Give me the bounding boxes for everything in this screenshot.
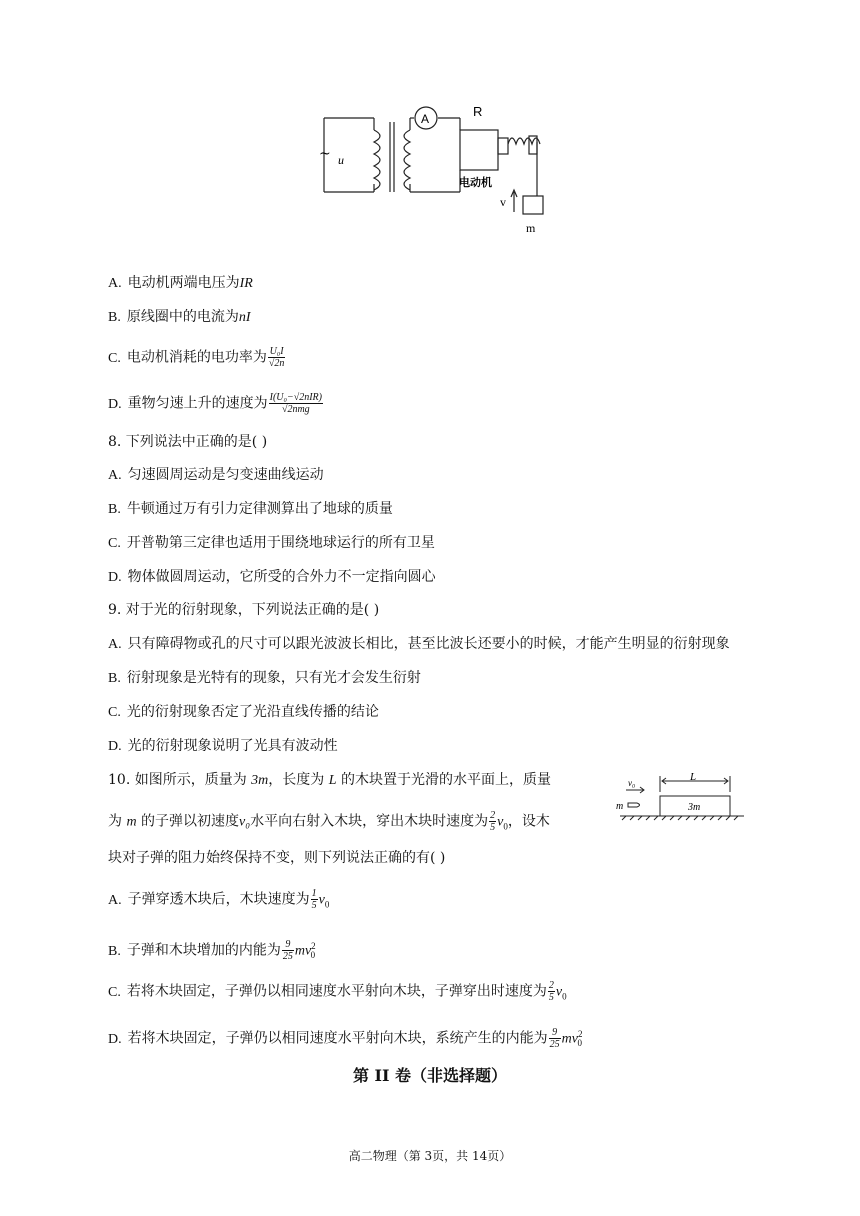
v0-label: v₀ [628, 778, 636, 788]
page-footer: 高二物理（第 3页，共 14页） [348, 1149, 512, 1163]
power-fraction: $\frac{\text{U₀I}}{√2n}$ [268, 346, 285, 369]
ammeter-label: A [421, 112, 430, 126]
q10-option-a: A. 子弹穿透木块后，木块速度为 $\frac{1}{5}$ $v_0$ [108, 888, 330, 911]
q10-option-b: B. 子弹和木块增加的内能为 $\frac{9}{25}$ $mv^2_0$ [108, 939, 316, 963]
q8-option-c: C. 开普勒第三定律也适用于围绕地球运行的所有卫星 [108, 535, 435, 551]
circuit-diagram [318, 100, 558, 235]
block-bullet-diagram [616, 772, 746, 828]
q7-option-d: D. 重物匀速上升的速度为 $\frac{\text{I(U₀−√2nIR)}}{\text{√2nmg}}$ [108, 392, 322, 415]
bullet-label: m [616, 801, 624, 812]
frac-2-5: $\frac{2}{5}$ [490, 810, 496, 833]
q10-option-d: D. 若将木块固定，子弹仍以相同速度水平射向木块，系统产生的内能为 $\frac{9}{25}$ $mv^2_0$ [108, 1027, 583, 1051]
q9-option-a: A. 只有障碍物或孔的尺寸可以跟光波波长相比，甚至比波长还要小的时候，才能产生明显的衍射现象 [108, 636, 730, 652]
q8-option-b: B. 牛顿通过万有引力定律测算出了地球的质量 [108, 501, 393, 517]
q10-option-c: C. 若将木块固定，子弹仍以相同速度水平射向木块，子弹穿出时速度为 $\frac{2}{5}$ $v_0$ [108, 980, 567, 1003]
q9-option-d: D. 光的衍射现象说明了光具有波动性 [108, 738, 338, 754]
source-tilde: ~ [319, 146, 331, 162]
q9-option-b: B. 衍射现象是光特有的现象，只有光才会发生衍射 [108, 670, 421, 686]
length-label: L [690, 771, 697, 783]
q7-option-b: B. 原线圈中的电流为nI [108, 309, 251, 325]
q10-stem-line2: 为 m 的子弹以初速度v₀水平向右射入木块，穿出木块时速度为 $\frac{2}{5}$ $v_0$，设木 [108, 810, 550, 833]
block-label: 3m [688, 802, 701, 813]
velocity-label: v [500, 195, 506, 209]
source-label: u [338, 153, 344, 167]
motor-label: 电动机 [459, 176, 492, 189]
q10-stem-line3: 块对子弹的阻力始终保持不变，则下列说法正确的有( ) [108, 850, 446, 866]
section-heading: 第 II 卷（非选择题） [352, 1066, 508, 1085]
q9-option-c: C. 光的衍射现象否定了光沿直线传播的结论 [108, 704, 379, 720]
q10-stem-line1: 10. 如图所示，质量为 3m，长度为 L 的木块置于光滑的水平面上，质量 [108, 772, 551, 788]
resistor-label: R [473, 104, 483, 119]
q8-option-d: D. 物体做圆周运动，它所受的合外力不一定指向圆心 [108, 569, 436, 585]
q7-option-c: C. 电动机消耗的电功率为 $\frac{\text{U₀I}}{√2n}$ [108, 346, 285, 369]
q9-stem: 9. 对于光的衍射现象，下列说法正确的是( ) [108, 602, 380, 618]
q7-option-a: A. 电动机两端电压为IR [108, 275, 253, 291]
q8-option-a: A. 匀速圆周运动是匀变速曲线运动 [108, 467, 324, 483]
q8-stem: 8. 下列说法中正确的是( ) [108, 434, 268, 450]
mass-label: m [526, 221, 536, 235]
speed-fraction: $\frac{\text{I(U₀−√2nIR)}}{\text{√2nmg}}$ [269, 392, 322, 415]
